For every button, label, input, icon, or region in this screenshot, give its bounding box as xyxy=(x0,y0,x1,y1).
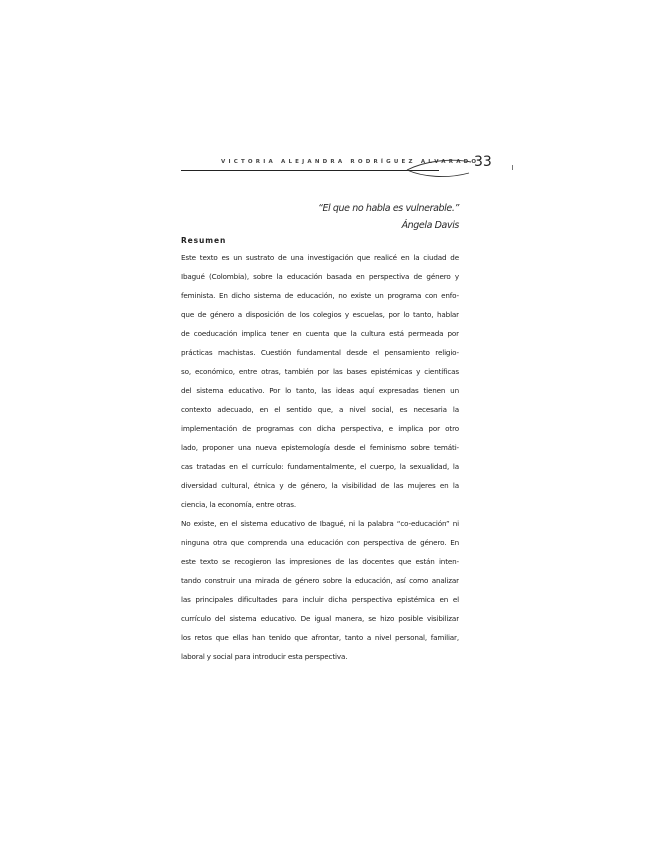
abstract-line: No existe, en el sistema educativo de Ibagué, ni la palabra “co-educación” ni xyxy=(181,519,459,528)
abstract-body xyxy=(181,248,459,666)
running-head-rule xyxy=(181,170,439,171)
abstract-line: Este texto es un sustrato de una investigación que realicé en la ciudad de xyxy=(181,253,459,262)
abstract-line: este texto se recogieron las impresiones de las docentes que están inten- xyxy=(181,557,459,566)
abstract-line: del sistema educativo. Por lo tanto, las ideas aquí expresadas tienen un xyxy=(181,386,459,395)
abstract-line: contexto adecuado, en el sentido que, a nivel social, es necesaria la xyxy=(181,405,459,414)
abstract-line: implementación de programas con dicha perspectiva, e implica por otro xyxy=(181,424,459,433)
abstract-line: los retos que ellas han tenido que afrontar, tanto a nivel personal, familiar, xyxy=(181,633,459,642)
running-head-swoosh-ornament xyxy=(405,153,475,181)
abstract-line: laboral y social para introducir esta perspectiva. xyxy=(181,652,348,661)
abstract-line: ninguna otra que comprenda una educación con perspectiva de género. En xyxy=(181,538,459,547)
abstract-line: las principales dificultades para incluir dicha perspectiva epistémica en el xyxy=(181,595,459,604)
abstract-line: ciencia, la economía, entre otras. xyxy=(181,500,297,509)
abstract-line: diversidad cultural, étnica y de género, la visibilidad de las mujeres en la xyxy=(181,481,459,490)
abstract-line: Ibagué (Colombia), sobre la educación basada en perspectiva de género y xyxy=(181,272,459,281)
page-number: 33 xyxy=(474,154,492,170)
abstract-line: lado, proponer una nueva epistemología desde el feminismo sobre temáti- xyxy=(181,443,459,452)
abstract-line: prácticas machistas. Cuestión fundamental desde el pensamiento religio- xyxy=(181,348,459,357)
epigraph-quote: “El que no habla es vulnerable.” xyxy=(317,203,459,214)
abstract-heading: Resumen xyxy=(181,236,227,245)
abstract-line: de coeducación implica tener en cuenta que la cultura está permeada por xyxy=(181,329,459,338)
abstract-line: que de género a disposición de los colegios y escuelas, por lo tanto, hablar xyxy=(181,310,459,319)
abstract-line: tando construir una mirada de género sobre la educación, así como analizar xyxy=(181,576,459,585)
abstract-line: feminista. En dicho sistema de educación, no existe un programa con enfo- xyxy=(181,291,459,300)
epigraph-attribution: Ángela Davis xyxy=(401,220,459,231)
abstract-line: cas tratadas en el currículo: fundamentalmente, el cuerpo, la sexualidad, la xyxy=(181,462,459,471)
abstract-line: so, económico, entre otras, también por las bases epistémicas y científicas xyxy=(181,367,459,376)
running-head-author: VICTORIA ALEJANDRA RODRÍGUEZ ALVARADO xyxy=(221,159,480,165)
epigraph xyxy=(318,200,459,234)
margin-tick-mark xyxy=(512,165,513,170)
abstract-line: currículo del sistema educativo. De igual manera, se hizo posible visibilizar xyxy=(181,614,459,623)
